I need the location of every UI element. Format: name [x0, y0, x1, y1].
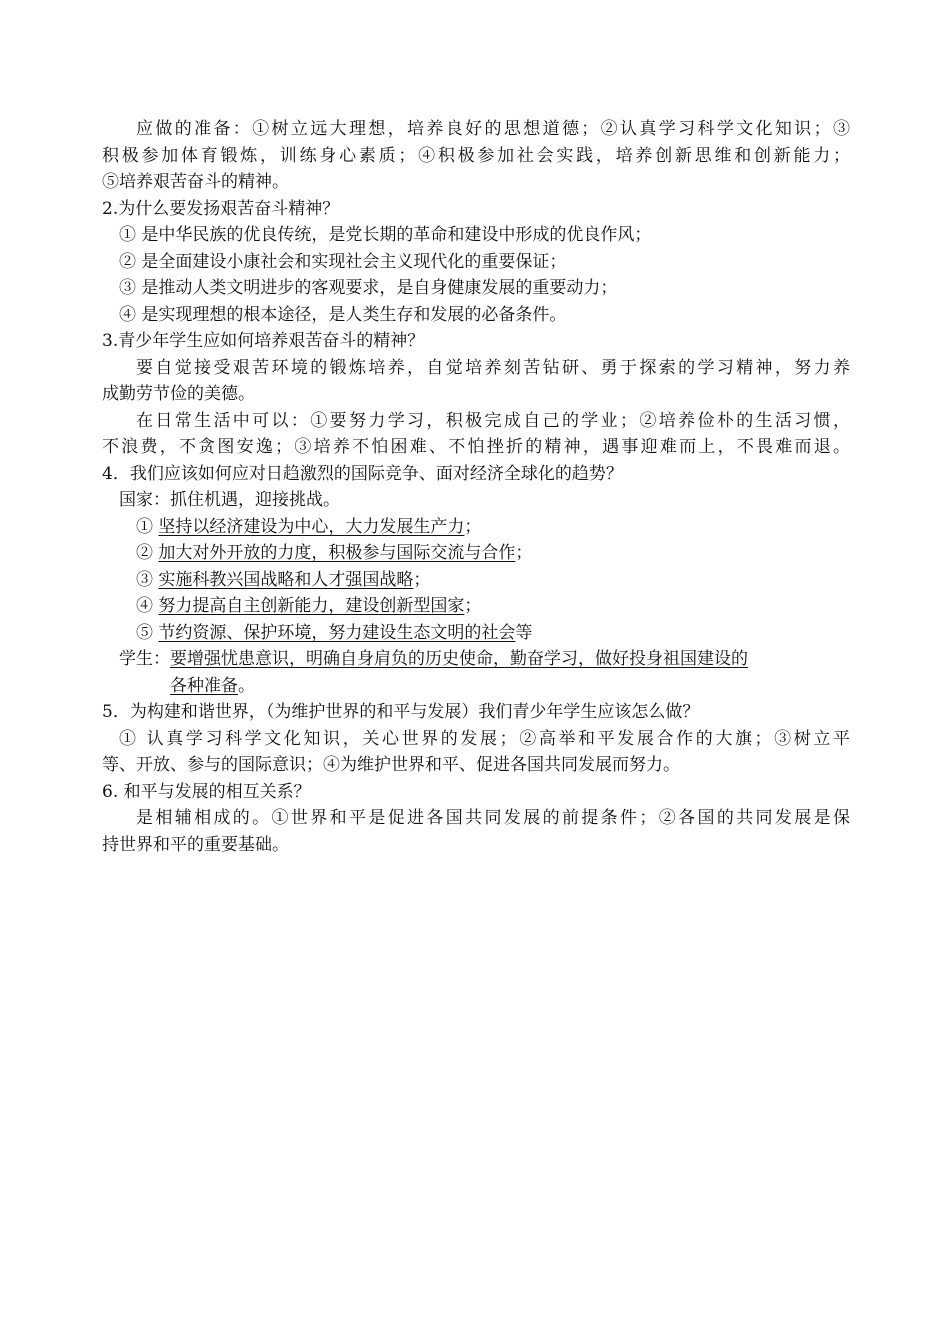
paragraph-line	[102, 408, 850, 435]
paragraph-line	[102, 752, 850, 779]
text-span: 国家：抓住机遇，迎接挑战。	[119, 490, 340, 510]
text-span: 学生：	[119, 649, 170, 669]
paragraph-line	[102, 673, 850, 700]
paragraph-line	[102, 169, 850, 196]
list-item	[102, 620, 850, 647]
text-span: ① 是中华民族的优良传统，是党长期的革命和建设中形成的优良作风；	[119, 225, 652, 245]
document-page	[102, 116, 850, 858]
list-number: ③	[136, 569, 159, 590]
list-item	[102, 540, 850, 567]
text-span: 3.青少年学生应如何培养艰苦奋斗的精神？	[102, 331, 425, 351]
underlined-text: 坚持以经济建设为中心，大力发展生产力	[158, 516, 465, 537]
text-span: ；	[464, 516, 482, 537]
text-span: 成勤劳节俭的美德。	[102, 384, 255, 404]
paragraph-line	[102, 726, 850, 753]
paragraph-line	[102, 381, 850, 408]
text-span: 5．为构建和谐世界，（为维护世界的和平与发展）我们青少年学生应该怎么做？	[102, 702, 700, 722]
text-span: 等、开放、参与的国际意识；④为维护世界和平、促进各国共同发展而努力。	[102, 755, 680, 775]
text-span: 持世界和平的重要基础。	[102, 834, 289, 855]
list-item	[102, 567, 850, 594]
list-item	[102, 302, 850, 329]
text-span: ② 是全面建设小康社会和实现社会主义现代化的重要保证；	[119, 251, 567, 272]
underlined-text: 加大对外开放的力度，积极参与国际交流与合作	[158, 543, 516, 563]
question-heading	[102, 196, 850, 223]
text-span: 6. 和平与发展的相互关系？	[102, 781, 311, 802]
list-item	[102, 275, 850, 302]
paragraph-line	[102, 116, 850, 143]
list-number: ②	[136, 543, 159, 563]
paragraph-line	[102, 805, 850, 832]
list-item	[102, 593, 850, 620]
list-item	[102, 222, 850, 249]
paragraph-line	[102, 487, 850, 514]
text-span: ⑤培养艰苦奋斗的精神。	[102, 172, 289, 192]
paragraph-line	[102, 832, 850, 859]
text-span: ；	[413, 569, 431, 590]
question-heading	[102, 699, 850, 726]
underlined-text: 要增强忧患意识，明确自身肩负的历史使命，勤奋学习，做好投身祖国建设的	[170, 649, 748, 669]
text-span: 4．我们应该如何应对日趋激烈的国际竞争、面对经济全球化的趋势？	[102, 463, 623, 484]
text-span: 在日常生活中可以：①要努力学习，积极完成自己的学业；②培养俭朴的生活习惯，	[136, 410, 850, 431]
text-span: ③ 是推动人类文明进步的客观要求，是自身健康发展的重要动力；	[119, 278, 618, 298]
question-heading	[102, 461, 850, 488]
text-span: 积极参加体育锻炼，训练身心素质；④积极参加社会实践，培养创新思维和创新能力；	[102, 145, 850, 166]
list-number: ⑤	[136, 622, 159, 643]
text-span: 等	[515, 622, 533, 643]
underlined-text: 努力提高自主创新能力，建设创新型国家	[158, 596, 465, 616]
paragraph-line	[102, 355, 850, 382]
text-span: 要自觉接受艰苦环境的锻炼培养，自觉培养刻苦钻研、勇于探索的学习精神，努力养	[136, 357, 850, 378]
paragraph-line	[102, 434, 850, 461]
list-item	[102, 514, 850, 541]
list-item	[102, 249, 850, 276]
text-span: ① 认真学习科学文化知识，关心世界的发展；②高举和平发展合作的大旗；③树立平	[119, 728, 850, 749]
list-number: ④	[136, 596, 159, 616]
question-heading	[102, 328, 850, 355]
underlined-text: 各种准备	[170, 675, 238, 696]
text-span: 是相辅相成的。①世界和平是促进各国共同发展的前提条件；②各国的共同发展是保	[136, 808, 850, 828]
text-span: 。	[238, 675, 255, 696]
question-heading	[102, 779, 850, 806]
text-span: 不浪费，不贪图安逸；③培养不怕困难、不怕挫折的精神，遇事迎难而上，不畏难而退。	[102, 437, 850, 457]
text-span: 2.为什么要发扬艰苦奋斗精神？	[102, 198, 340, 219]
text-span: ④ 是实现理想的根本途径，是人类生存和发展的必备条件。	[119, 304, 567, 325]
text-span: 应做的准备：①树立远大理想，培养良好的思想道德；②认真学习科学文化知识；③	[136, 119, 850, 139]
text-span: ；	[464, 596, 482, 616]
underlined-text: 节约资源、保护环境，努力建设生态文明的社会	[158, 622, 516, 643]
paragraph-line	[102, 143, 850, 170]
text-span: ；	[515, 543, 533, 563]
underlined-text: 实施科教兴国战略和人才强国战略	[158, 569, 414, 590]
paragraph-line	[102, 646, 850, 673]
list-number: ①	[136, 516, 159, 537]
